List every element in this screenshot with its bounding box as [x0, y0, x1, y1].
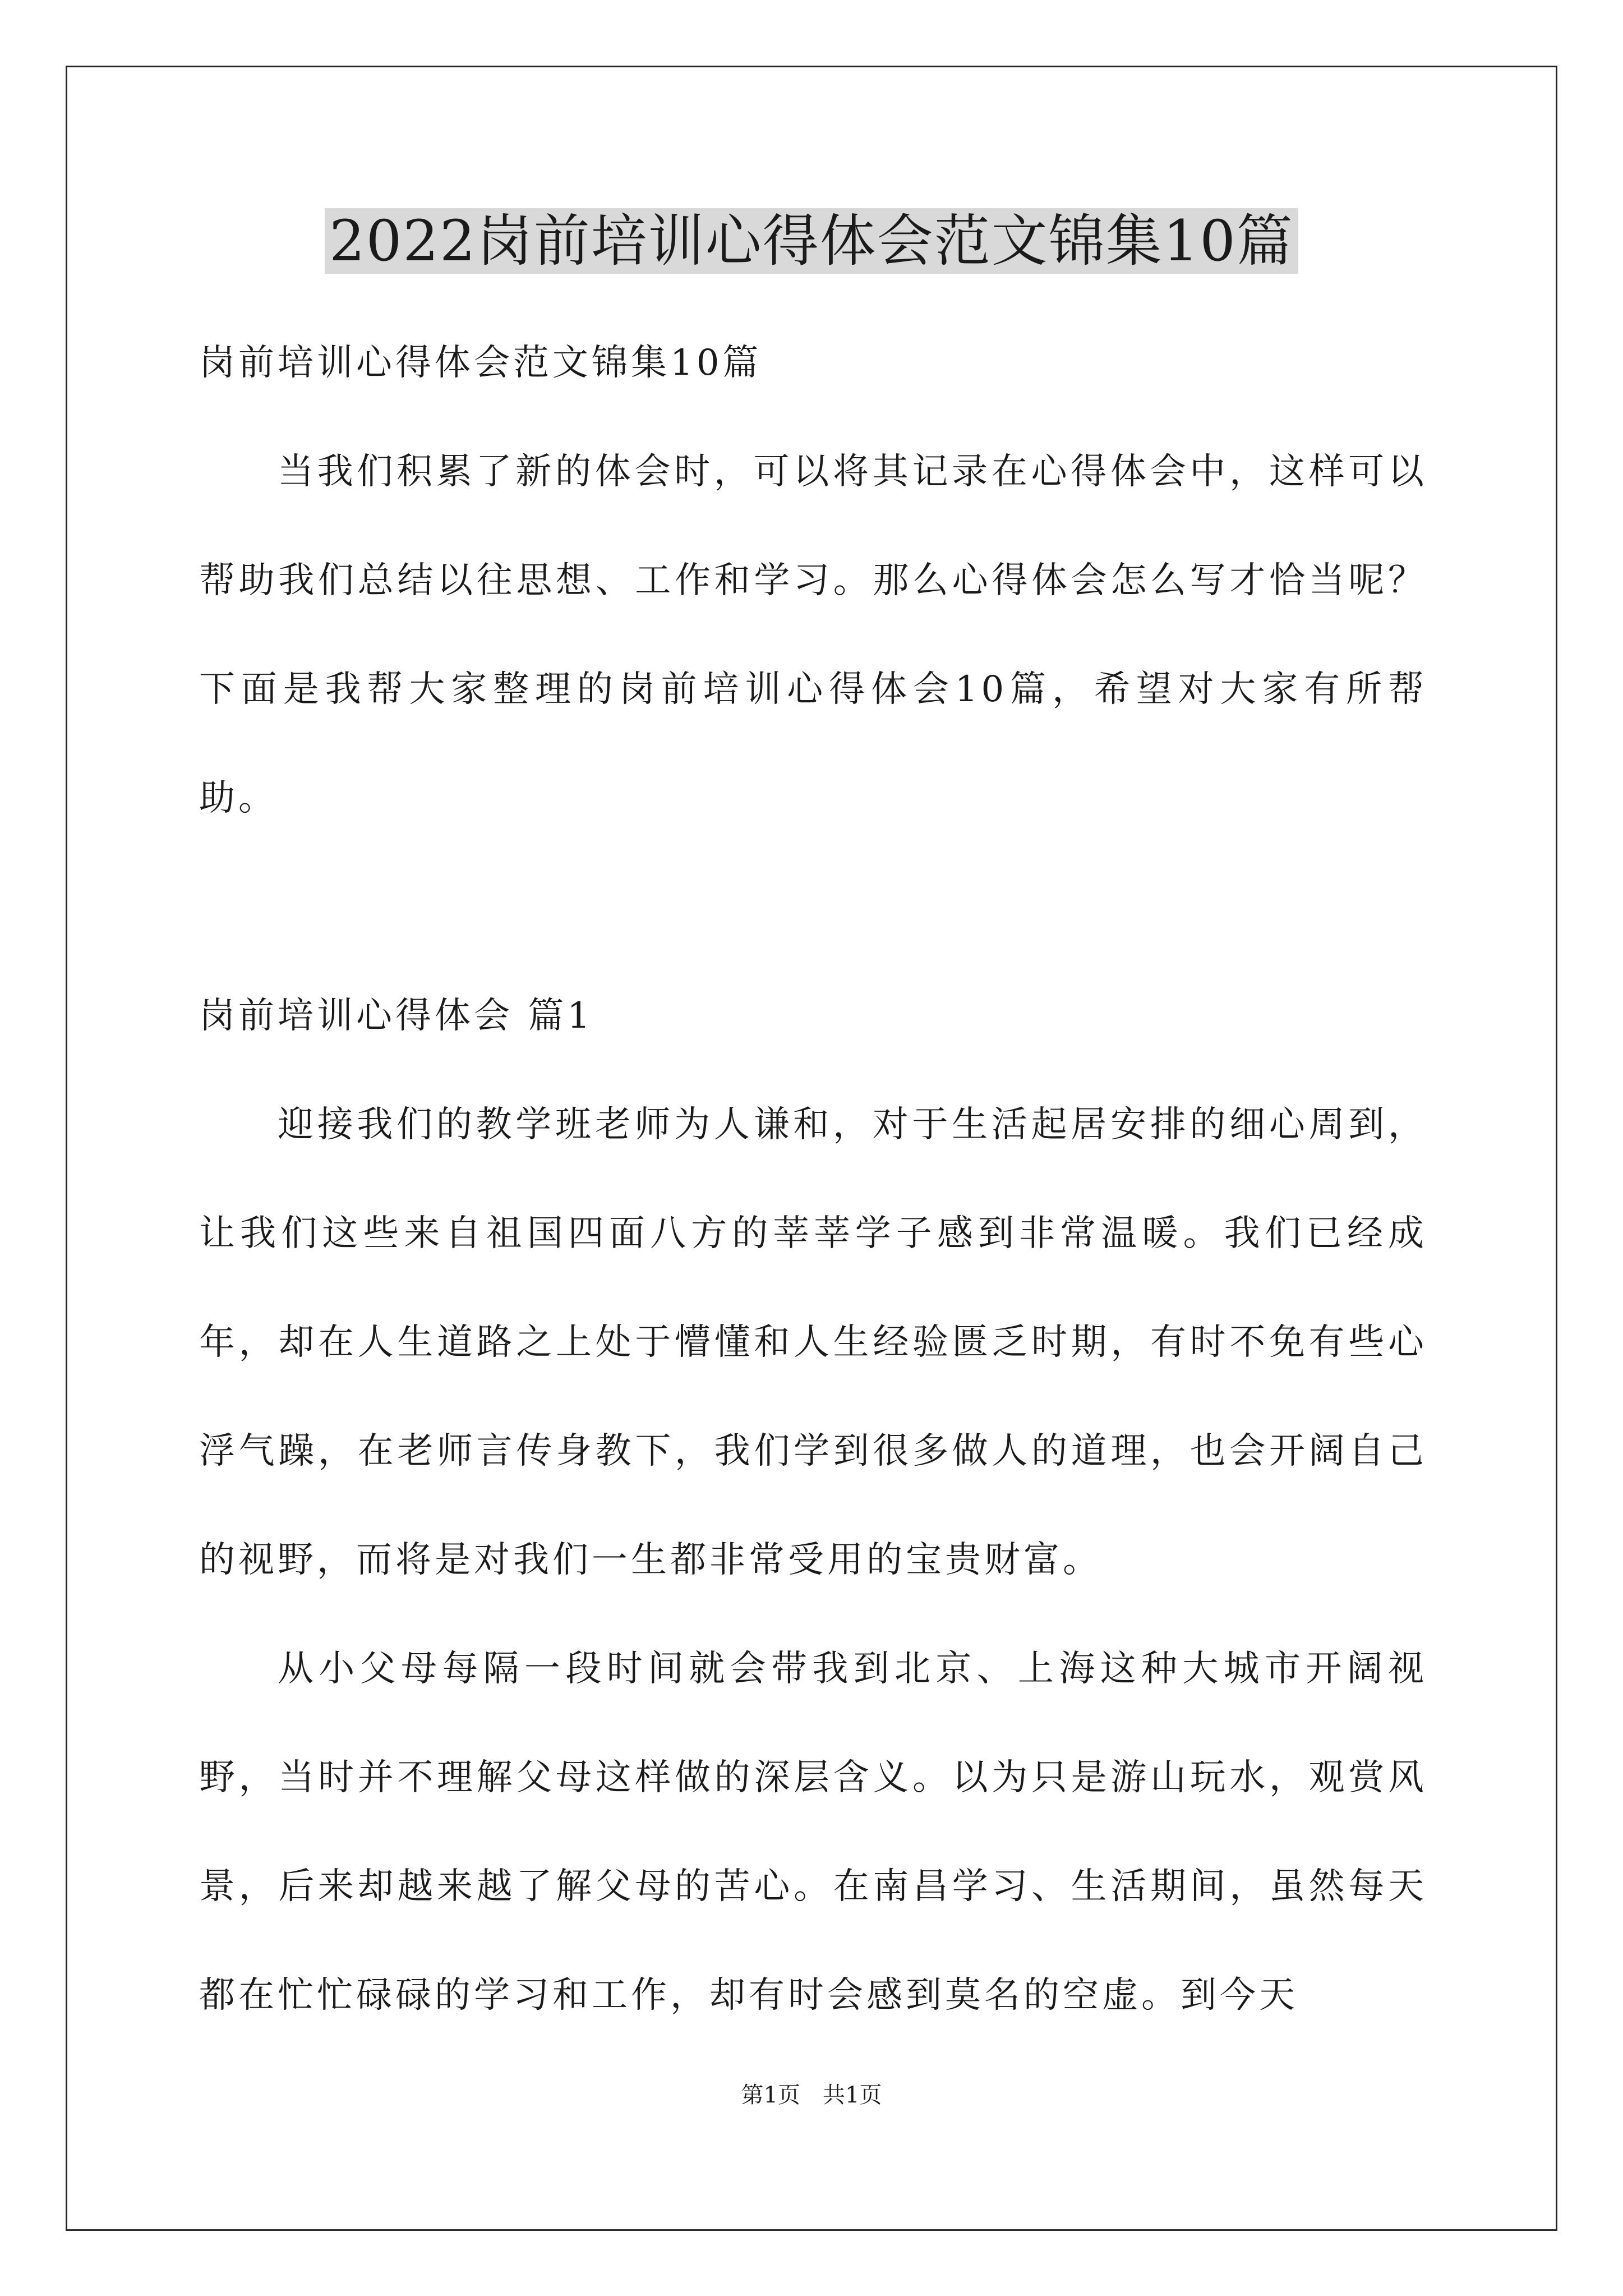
document-title-text: 2022岗前培训心得体会范文锦集10篇	[325, 208, 1298, 274]
intro-paragraph: 当我们积累了新的体会时，可以将其记录在心得体会中，这样可以帮助我们总结以往思想、工作和学习。那么心得体会怎么写才恰当呢？下面是我帮大家整理的岗前培训心得体会10篇，希望对大家有所帮助。	[199, 451, 1427, 819]
document-subtitle: 岗前培训心得体会范文锦集10篇	[199, 342, 762, 384]
document-body	[199, 309, 1427, 2050]
body-paragraph-1: 迎接我们的教学班老师为人谦和，对于生活起居安排的细心周到，让我们这些来自祖国四面八方的莘莘学子感到非常温暖。我们已经成年，却在人生道路之上处于懵懂和人生经验匮乏时期，有时不免有些心浮气躁，在老师言传身教下，我们学到很多做人的道理，也会开阔自己的视野，而将是对我们一生都非常受用的宝贵财富。	[199, 1104, 1427, 1581]
page-number: 第1页	[741, 2082, 800, 2108]
section-heading: 岗前培训心得体会 篇1	[199, 995, 594, 1037]
page-footer	[0, 2078, 1623, 2112]
section-spacer	[199, 853, 1427, 961]
document-title	[0, 202, 1623, 280]
page-total: 共1页	[823, 2082, 882, 2108]
body-paragraph-2: 从小父母每隔一段时间就会带我到北京、上海这种大城市开阔视野，当时并不理解父母这样做的深层含义。以为只是游山玩水，观赏风景，后来却越来越了解父母的苦心。在南昌学习、生活期间，虽然每天都在忙忙碌碌的学习和工作，却有时会感到莫名的空虚。到今天	[199, 1648, 1427, 2016]
